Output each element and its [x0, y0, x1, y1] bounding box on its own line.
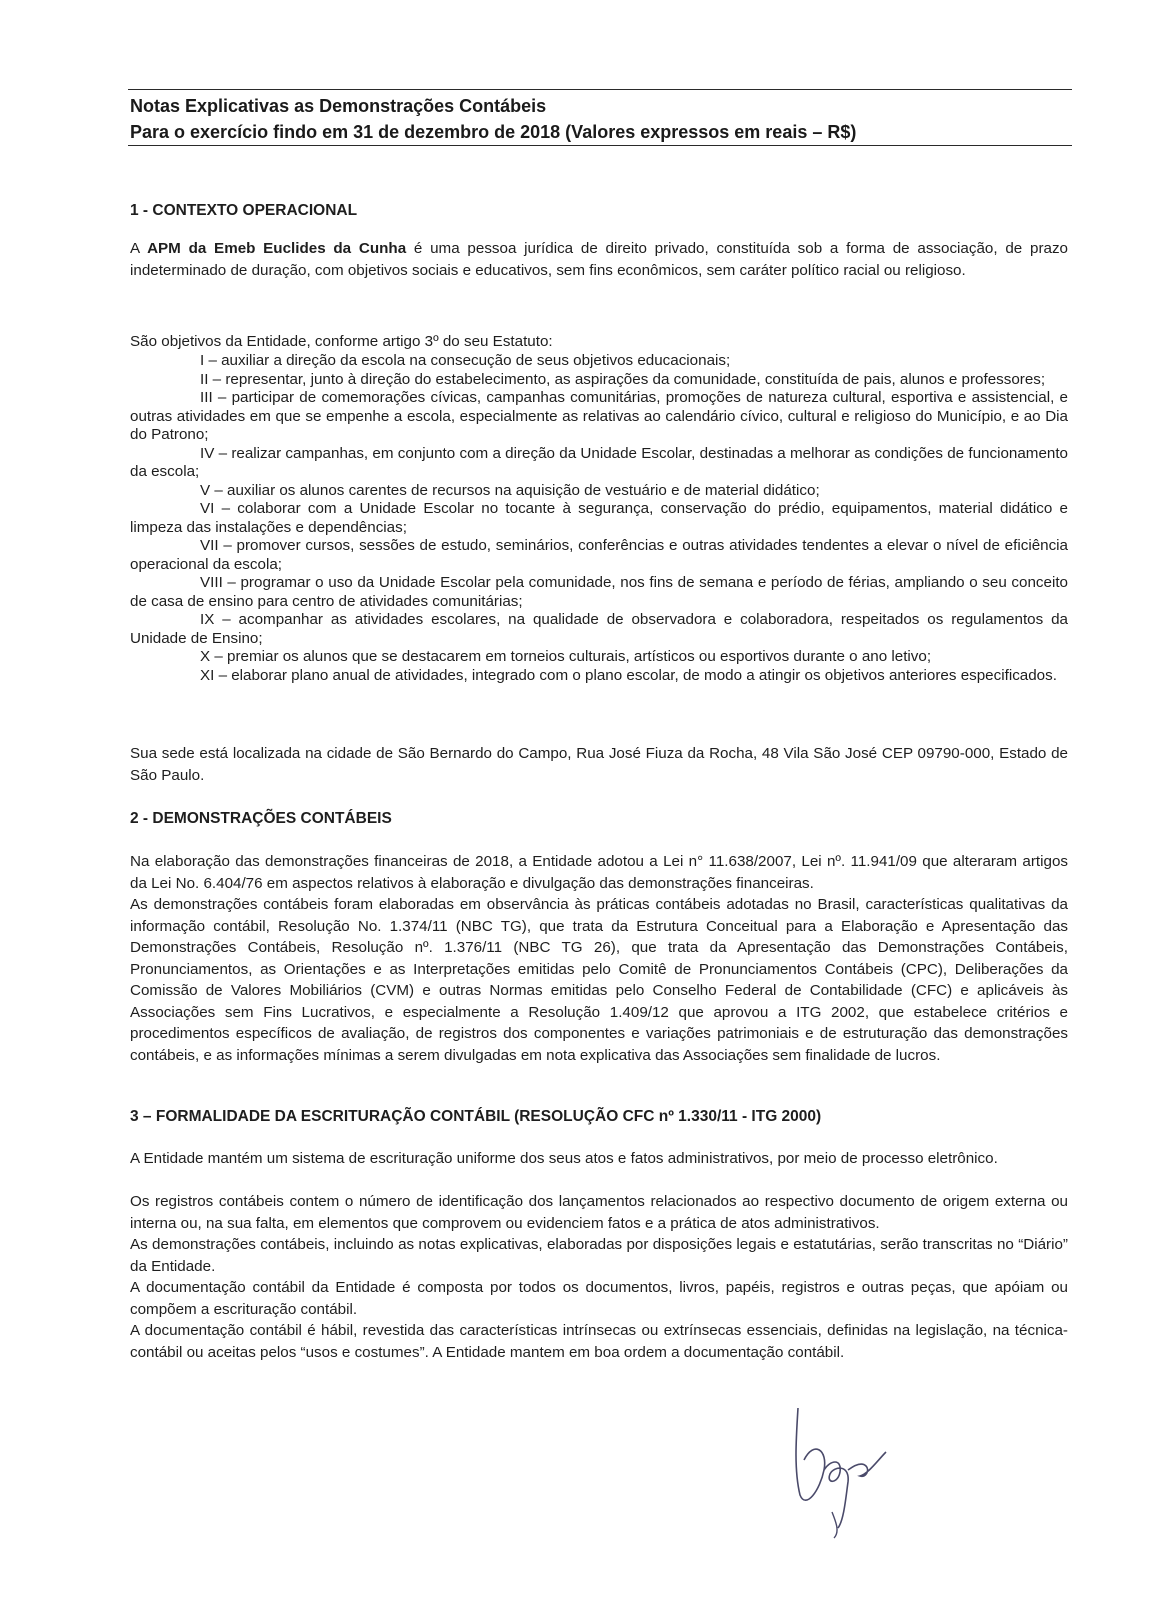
- intro-rest: é uma pessoa jurídica de direito privado, constituída sob a forma de associação, de prazo indeterminado de duração, com objetivos sociais e educativos, sem fins econômicos, sem caráter político racial ou religioso.: [130, 240, 1068, 279]
- objective-item: XI – elaborar plano anual de atividades, integrado com o plano escolar, de modo a atingir os objetivos anteriores especificados.: [200, 666, 1057, 684]
- objective-item: III – participar de comemorações cívicas, campanhas comunitárias, promoções de natureza cultural, esportiva e assistencial, e outras atividades em que se empenhe a escola, especialmente as relativas ao calendário cívico, cultural e religioso do Município, e ao Dia do Patrono;: [130, 389, 1068, 443]
- header-top-rule: [128, 89, 1072, 90]
- entity-name: APM da Emeb Euclides da Cunha: [147, 240, 407, 257]
- headquarters-address: Sua sede está localizada na cidade de São Bernardo do Campo, Rua José Fiuza da Rocha, 48 Vila São José CEP 09790-000, Estado de São Paulo.: [130, 745, 1068, 784]
- section-3-heading: 3 – FORMALIDADE DA ESCRITURAÇÃO CONTÁBIL (RESOLUÇÃO CFC nº 1.330/11 - ITG 2000): [130, 1108, 822, 1125]
- handwritten-signature: [790, 1400, 900, 1550]
- objective-item: IX – acompanhar as atividades escolares, na qualidade de observadora e colaboradora, respeitados os regulamentos da Unidade de Ensino;: [130, 611, 1068, 647]
- objective-item: VIII – programar o uso da Unidade Escolar pela comunidade, nos fins de semana e período de férias, ampliando o seu conceito de casa de ensino para centro de atividades comunitárias;: [130, 574, 1068, 610]
- section-2-paragraph: Na elaboração das demonstrações financeiras de 2018, a Entidade adotou a Lei n° 11.638/2007, Lei nº. 11.941/09 que alteraram artigos da Lei No. 6.404/76 em aspectos relativos à elaboração e divulgação das demonstrações financeiras.: [130, 853, 1068, 892]
- section-1-intro: [130, 238, 1068, 281]
- objective-item: I – auxiliar a direção da escola na consecução de seus objetivos educacionais;: [200, 352, 731, 369]
- objective-item: IV – realizar campanhas, em conjunto com a direção da Unidade Escolar, destinadas a melhorar as condições de funcionamento da escola;: [130, 444, 1068, 480]
- objective-item: II – representar, junto à direção do estabelecimento, as aspirações da comunidade, constituída de pais, alunos e professores;: [200, 370, 1046, 388]
- section-3-paragraph: A documentação contábil é hábil, revestida das características intrínsecas ou extrínsecas essenciais, definidas na legislação, na técnica-contábil ou aceitas pelos “usos e costumes”. A Entidade mantem em boa ordem a documentação contábil.: [130, 1322, 1068, 1361]
- objective-item: VII – promover cursos, sessões de estudo, seminários, conferências e outras atividades tendentes a elevar o nível de eficiência operacional da escola;: [130, 537, 1068, 573]
- section-2-paragraph: As demonstrações contábeis foram elaboradas em observância às práticas contábeis adotadas no Brasil, características qualitativas da informação contábil, Resolução No. 1.374/11 (NBC TG), que trata da Estrutura Conceitual para a Elaboração e Apresentação das Demonstrações Contábeis, Resolução nº. 1.376/11 (NBC TG 26), que trata da Apresentação das Demonstrações Contábeis, Pronunciamentos, as Orientações e as Interpretações emitidas pelo Comitê de Pronunciamentos Contábeis (CPC), Deliberações da Comissão de Valores Mobiliários (CVM) e outras Normas emitidas pelo Conselho Federal de Contabilidade (CFC) e aplicáveis às Associações sem Fins Lucrativos, e especialmente a Resolução 1.409/12 que aprovou a ITG 2002, que estabelece critérios e procedimentos específicos de avaliação, de registros dos componentes e variações patrimoniais e de estruturação das demonstrações contábeis, e as informações mínimas a serem divulgadas em nota explicativa das Associações sem finalidade de lucros.: [130, 896, 1068, 1064]
- section-3-paragraph: Os registros contábeis contem o número de identificação dos lançamentos relacionados ao respectivo documento de origem externa ou interna ou, na sua falta, em elementos que comprovem ou evidenciem fatos e a prática de atos administrativos.: [130, 1193, 1068, 1232]
- section-2-heading: 2 - DEMONSTRAÇÕES CONTÁBEIS: [130, 810, 392, 827]
- section-3-paragraph: A documentação contábil da Entidade é composta por todos os documentos, livros, papéis, registros e outras peças, que apóiam ou compõem a escrituração contábil.: [130, 1279, 1068, 1318]
- header-bottom-rule: [128, 145, 1072, 146]
- intro-prefix: A: [130, 240, 148, 257]
- objectives-intro: São objetivos da Entidade, conforme artigo 3º do seu Estatuto:: [130, 333, 553, 350]
- objective-item: VI – colaborar com a Unidade Escolar no tocante à segurança, conservação do prédio, equipamentos, material didático e limpeza das instalações e dependências;: [130, 500, 1068, 536]
- document-title: Notas Explicativas as Demonstrações Contábeis: [130, 96, 547, 116]
- section-3-paragraph: A Entidade mantém um sistema de escrituração uniforme dos seus atos e fatos administrativos, por meio de processo eletrônico.: [130, 1150, 998, 1167]
- section-3-paragraph: As demonstrações contábeis, incluindo as notas explicativas, elaboradas por disposições legais e estatutárias, serão transcritas no “Diário” da Entidade.: [130, 1236, 1068, 1275]
- section-1-heading: 1 - CONTEXTO OPERACIONAL: [130, 202, 358, 219]
- objective-item: V – auxiliar os alunos carentes de recursos na aquisição de vestuário e de material didático;: [200, 481, 820, 499]
- document-subtitle: Para o exercício findo em 31 de dezembro de 2018 (Valores expressos em reais – R$): [130, 122, 857, 142]
- objective-item: X – premiar os alunos que se destacarem em torneios culturais, artísticos ou esportivos durante o ano letivo;: [200, 648, 932, 665]
- objectives-list: [130, 352, 1068, 685]
